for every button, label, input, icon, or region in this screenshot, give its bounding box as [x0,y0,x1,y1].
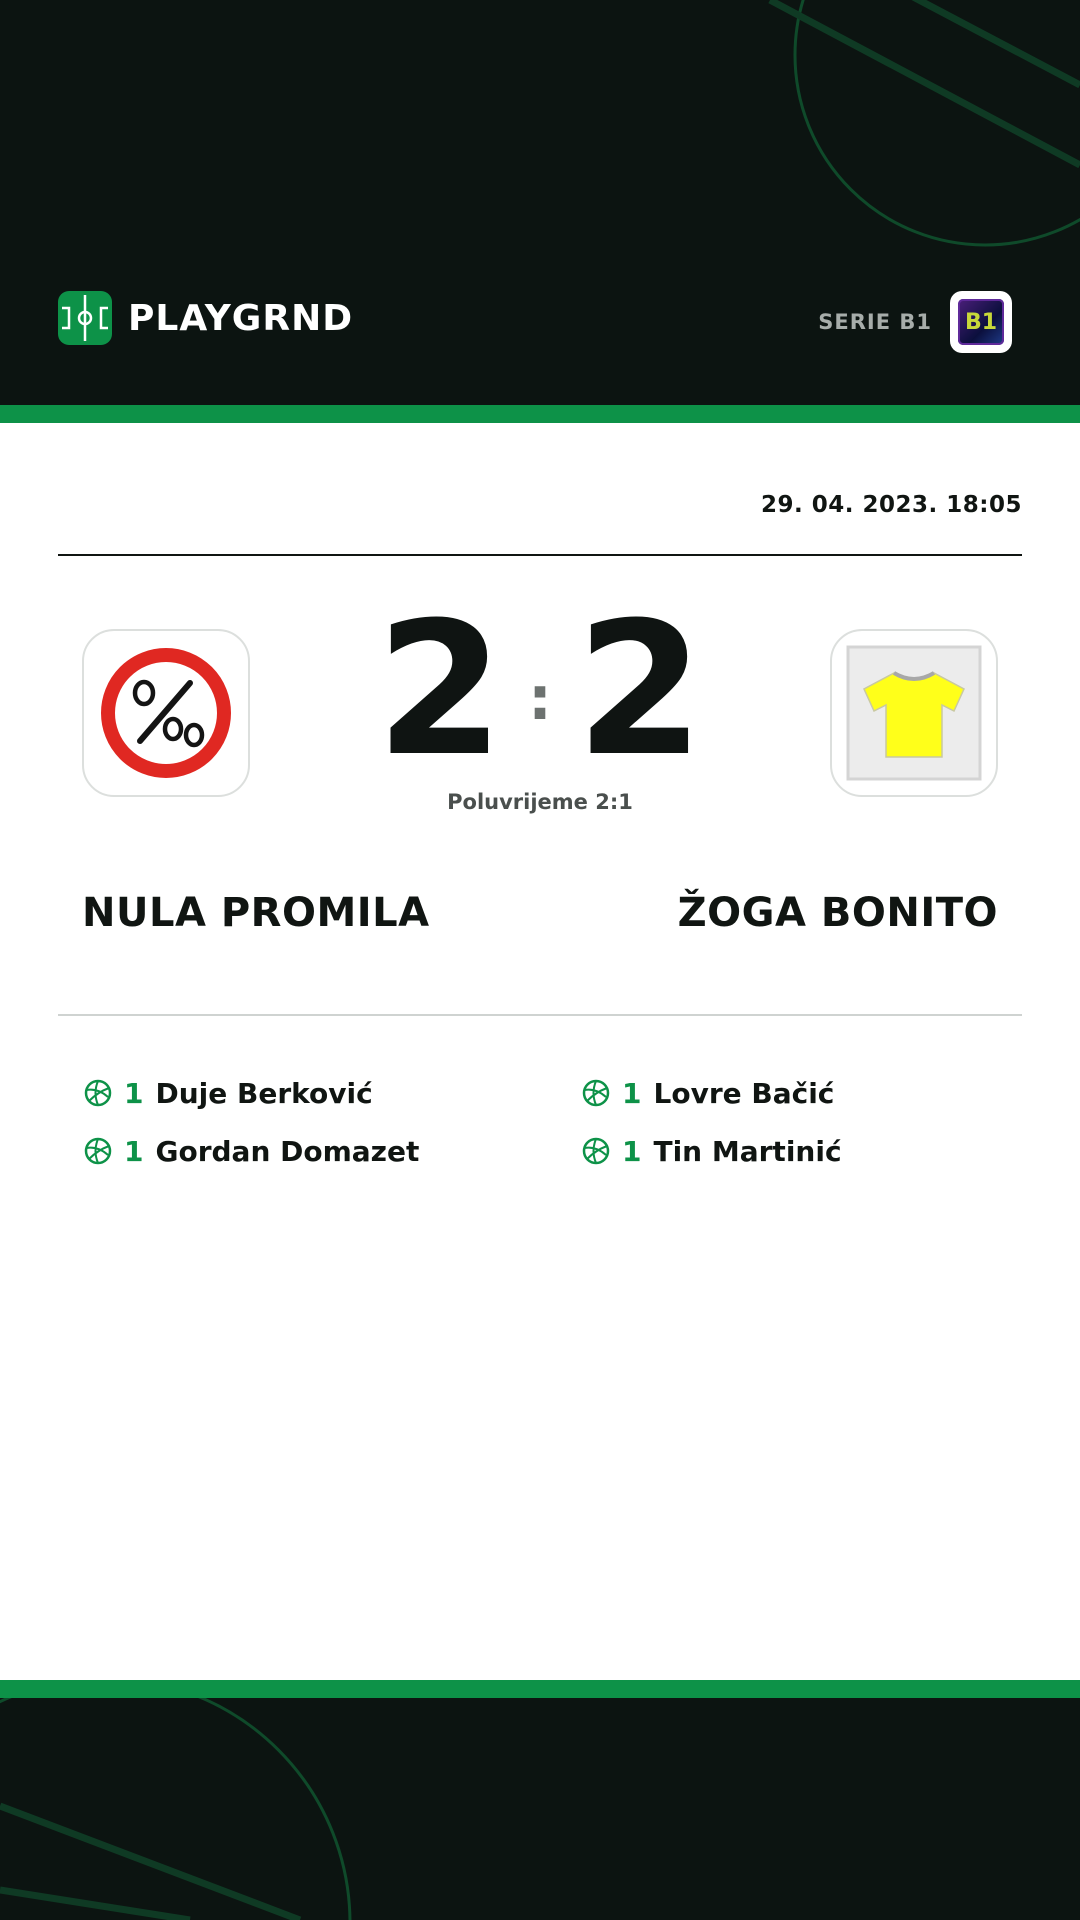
away-score: 2 [576,583,705,797]
away-team-logo[interactable] [830,629,998,797]
league-name: SERIE B1 [818,310,932,334]
goal-count: 1 [124,1076,144,1110]
brand[interactable] [58,291,353,345]
league-info[interactable] [818,291,1012,353]
goal-count: 1 [622,1076,642,1110]
home-team-name[interactable]: NULA PROMILA [82,890,430,936]
scorer-name: Tin Martinić [653,1134,842,1168]
halftime-score: Poluvrijeme 2:1 [447,790,633,814]
no-alcohol-sign-icon [98,645,234,781]
scorer-name: Duje Berković [155,1076,373,1110]
accent-bar-top [0,405,1080,423]
ball-icon [84,1137,112,1165]
home-scorers [84,1064,419,1180]
brand-name: PLAYGRND [128,297,354,339]
away-scorers [582,1064,842,1180]
scorer-row [582,1064,842,1122]
home-team-logo[interactable] [82,629,250,797]
score-separator: : [528,664,552,734]
scoreboard [340,583,740,797]
divider [58,1014,1022,1016]
ball-icon [582,1079,610,1107]
ball-icon [84,1079,112,1107]
scorer-row [582,1122,842,1180]
header [0,0,1080,405]
ball-icon [582,1137,610,1165]
pitch-icon [58,291,112,345]
league-badge-text: B1 [958,299,1004,345]
league-badge [950,291,1012,353]
scorer-name: Lovre Bačić [653,1076,835,1110]
away-team-name[interactable]: ŽOGA BONITO [677,890,998,936]
footer [0,1698,1080,1920]
divider [58,554,1022,556]
scorer-name: Gordan Domazet [155,1134,420,1168]
goal-count: 1 [622,1134,642,1168]
scorer-row [84,1064,419,1122]
pitch-lines-decoration [0,1698,1080,1920]
home-score: 2 [375,583,504,797]
scorer-row [84,1122,419,1180]
match-datetime: 29. 04. 2023. 18:05 [761,492,1022,518]
accent-bar-bottom [0,1680,1080,1698]
yellow-jersey-icon [846,645,982,781]
goal-count: 1 [124,1134,144,1168]
